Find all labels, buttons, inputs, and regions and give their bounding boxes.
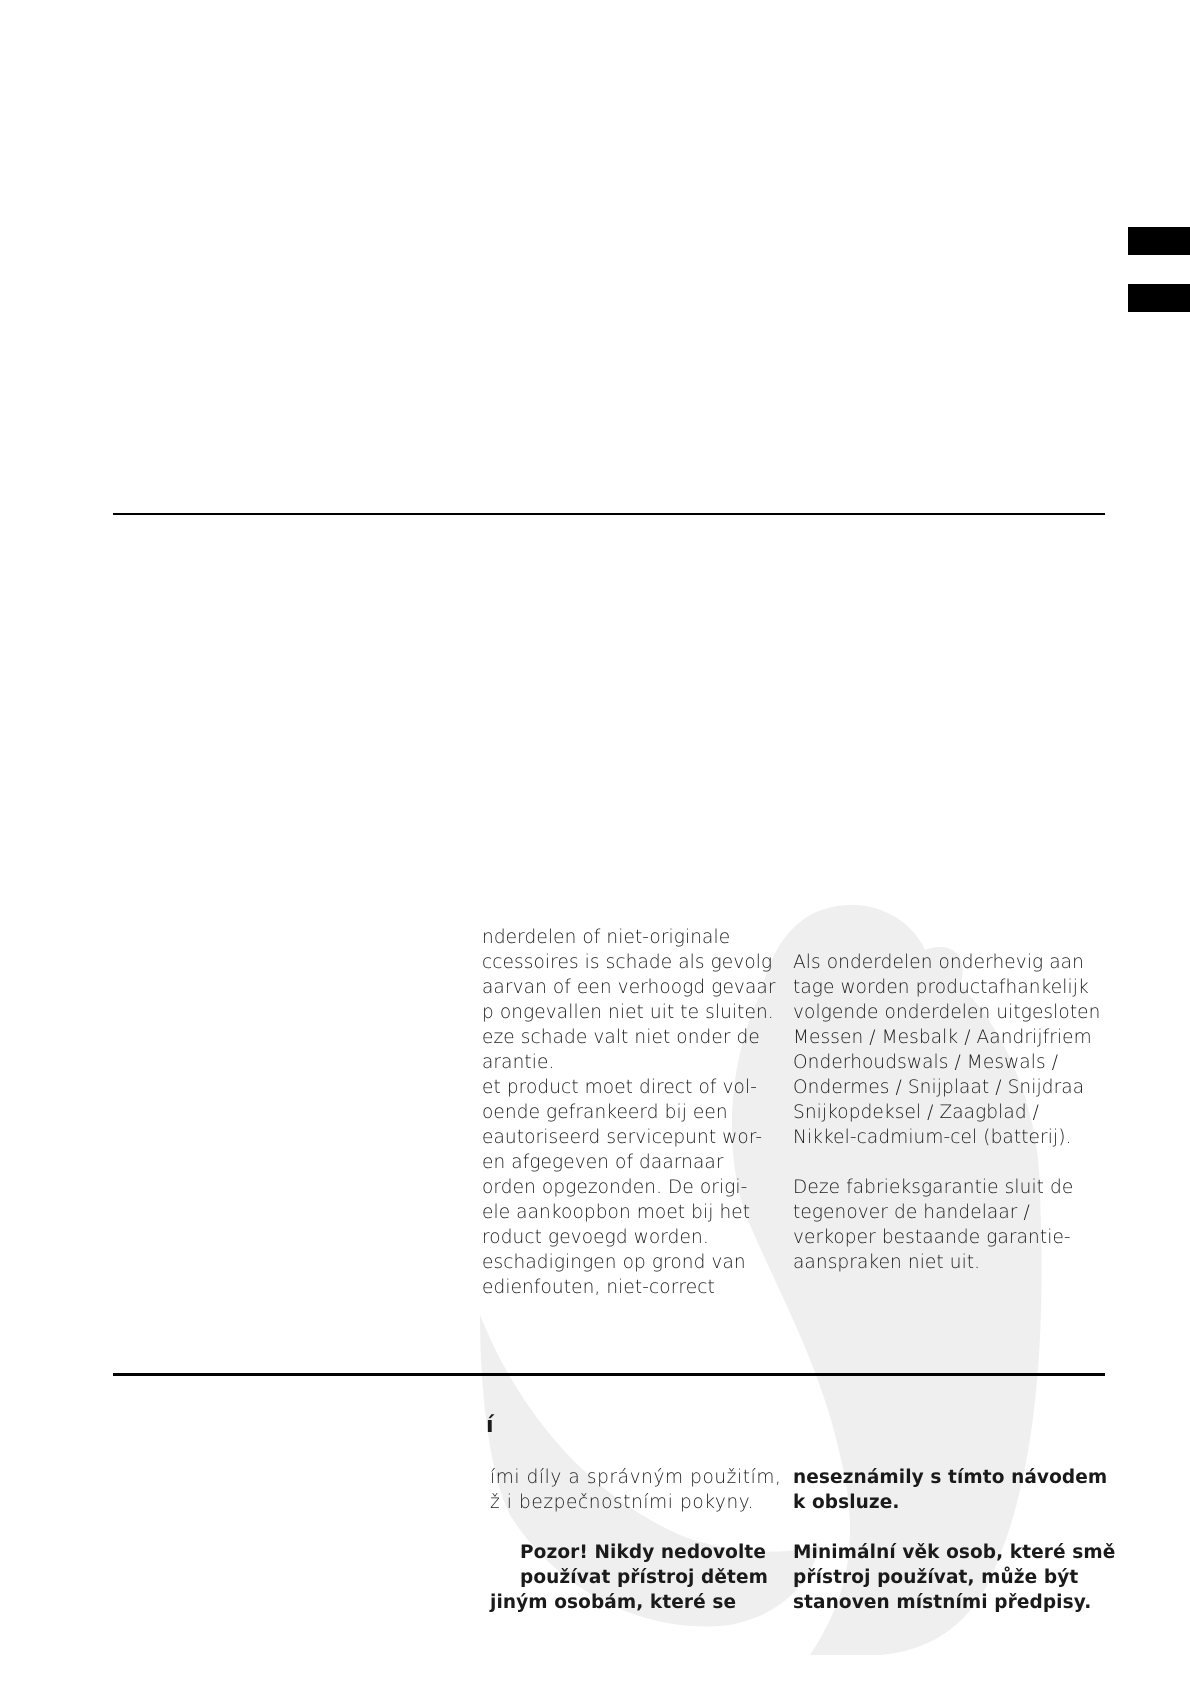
text-line: Nikkel-cadmium-cel (batterij). [793, 1127, 1072, 1148]
text-line: k obsluze. [793, 1492, 900, 1513]
text-line: ími díly a správným použitím, [490, 1467, 782, 1488]
text-line: Snijkopdeksel / Zaagblad / [793, 1102, 1039, 1123]
paragraph-gap [793, 1150, 1100, 1175]
text-line: aanspraken niet uit. [793, 1252, 981, 1273]
text-line: Minimální věk osob, které smě [793, 1542, 1116, 1563]
text-line: volgende onderdelen uitgesloten [793, 1002, 1101, 1023]
cz-warning-text [490, 1540, 768, 1615]
text-line: ccessoires is schade als gevolg [482, 952, 773, 973]
text-line: edienfouten, niet-correct [482, 1277, 715, 1298]
section-tab-marker [1128, 227, 1190, 255]
text-line: ž i bezpečnostními pokyny. [490, 1492, 755, 1513]
text-line: eze schade valt niet onder de [482, 1027, 760, 1048]
text-line: aarvan of een verhoogd gevaar [482, 977, 776, 998]
text-line: ele aankoopbon moet bij het [482, 1202, 751, 1223]
text-line: Pozor! Nikdy nedovolte [520, 1542, 766, 1563]
text-line: stanoven místními předpisy. [793, 1592, 1092, 1613]
text-line: arantie. [482, 1052, 555, 1073]
text-line: en afgegeven of daarnaar [482, 1152, 724, 1173]
nl-warranty-text-left [482, 925, 776, 1300]
text-line: eautoriseerd servicepunt wor- [482, 1127, 763, 1148]
text-line: Deze fabrieksgarantie sluit de [793, 1177, 1074, 1198]
text-line: Als onderdelen onderhevig aan [793, 952, 1084, 973]
text-line: eschadigingen op grond van [482, 1252, 746, 1273]
text-line: Messen / Mesbalk / Aandrijfriem [793, 1027, 1092, 1048]
nl-warranty-text-right [793, 950, 1100, 1275]
text-line: používat přístroj dětem [520, 1567, 768, 1588]
text-line: p ongevallen niet uit te sluiten. [482, 1002, 774, 1023]
paragraph-gap [793, 1515, 1115, 1540]
section-divider [113, 513, 1105, 515]
text-line: oende gefrankeerd bij een [482, 1102, 728, 1123]
text-line: jiným osobám, které se [490, 1592, 737, 1613]
text-line: Ondermes / Snijplaat / Snijdraa [793, 1077, 1085, 1098]
text-line: tage worden productafhankelijk [793, 977, 1089, 998]
cz-section-heading: í [486, 1413, 494, 1438]
cz-warning-text-right [793, 1465, 1115, 1615]
text-line: tegenover de handelaar / [793, 1202, 1030, 1223]
text-line: roduct gevoegd worden. [482, 1227, 709, 1248]
text-line: et product moet direct of vol- [482, 1077, 757, 1098]
text-line: neseznámily s tímto návodem [793, 1467, 1108, 1488]
text-line: orden opgezonden. De origi- [482, 1177, 748, 1198]
cz-intro-text [490, 1465, 781, 1515]
text-line: přístroj používat, může být [793, 1567, 1079, 1588]
section-tab-marker [1128, 284, 1190, 312]
text-line: Onderhoudswals / Meswals / [793, 1052, 1059, 1073]
text-line: verkoper bestaande garantie- [793, 1227, 1071, 1248]
section-divider [113, 1373, 1105, 1376]
text-line: nderdelen of niet-originale [482, 927, 731, 948]
